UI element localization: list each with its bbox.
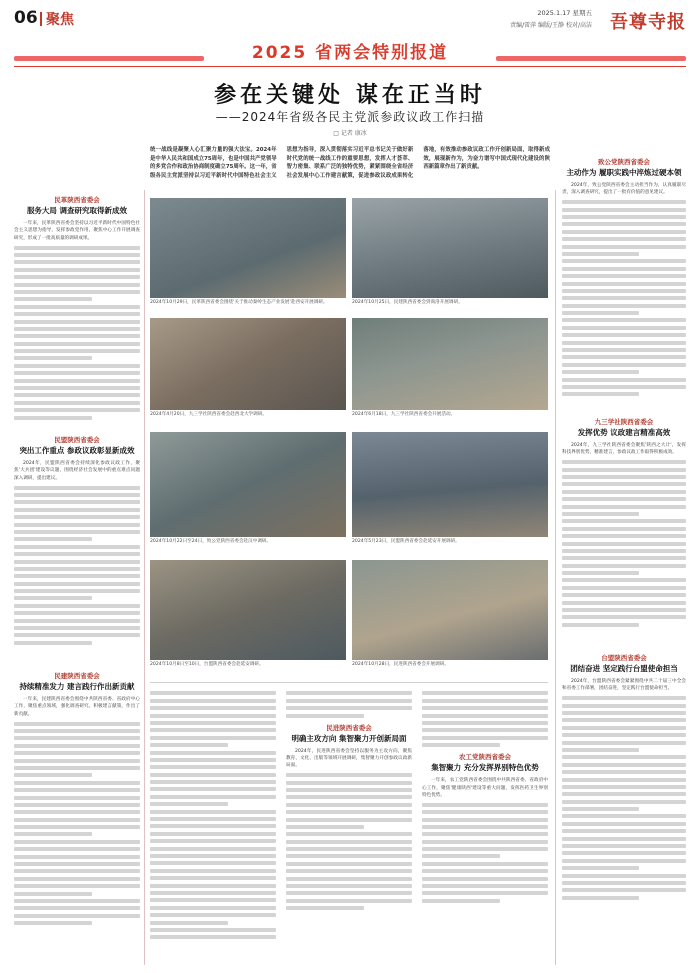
- section-jiusan: [562, 418, 686, 630]
- section-zhigong: [562, 158, 686, 400]
- text-line: [562, 363, 686, 367]
- text-line: [286, 899, 412, 903]
- text-line: [14, 305, 140, 309]
- text-line: [14, 493, 140, 497]
- text-line: [14, 560, 140, 564]
- text-line: [14, 759, 140, 763]
- text-line: [562, 259, 686, 263]
- text-line: [422, 818, 548, 822]
- text-line: [286, 884, 412, 888]
- article-paragraph: 一年来，民建陕西省委会围绕中共陕西省委、省政府中心工作，聚焦重点领域，强化调查研究，积极建言献策，作出了新贡献。: [14, 697, 140, 717]
- text-line: [562, 512, 639, 516]
- text-line: [422, 869, 548, 873]
- text-line: [14, 788, 140, 792]
- photo-caption: 2024年4月20日，九三学社陕西省委会赴西北大学调研。: [150, 412, 267, 417]
- article-paragraph: 一年来，农工党陕西省委会围绕中共陕西省委、省政府中心工作，聚焦'健康陕西'建设等重大问题，发挥医药卫生界别特色优势。: [422, 778, 548, 798]
- text-line: [14, 877, 140, 881]
- text-line: [14, 552, 140, 556]
- text-line: [150, 736, 276, 740]
- text-line: [14, 327, 140, 331]
- news-photo: [150, 432, 346, 537]
- text-line: [562, 778, 686, 782]
- text-line: [150, 817, 276, 821]
- page-separator: [40, 12, 42, 26]
- text-line: [562, 267, 686, 271]
- intro-paragraph: 统一战线是凝聚人心汇聚力量的强大法宝。2024年是中华人民共和国成立75周年，也是中国共产党领导的多党合作和政治协商制度确立75周年。这一年，省级各民主党派坚持以习近平新时代中国特色社会主义思想为指导，深入贯彻落实习近平总书记关于做好新时代党的统一战线工作的重要思想，发挥人才荟萃、智力密集、联系广泛的独特优势，紧紧围绕全省经济社会发展中心工作建言献策，促进参政议政成果转化落地，有效推动参政议政工作开创新局面，取得新成效，展现新作为，为奋力谱写中国式现代化建设的陕西新篇章作出了新贡献。: [150, 147, 550, 179]
- text-line: [562, 468, 686, 472]
- text-line: [150, 869, 276, 873]
- section-title: 集智聚力 充分发挥界别特色优势: [431, 763, 539, 773]
- text-line: [422, 891, 548, 895]
- text-line: [14, 349, 140, 353]
- text-line: [562, 230, 686, 234]
- text-line: [14, 619, 140, 623]
- text-line: [422, 899, 500, 903]
- text-line: [150, 891, 276, 895]
- section-minmeng: [14, 436, 140, 648]
- text-line: [562, 792, 686, 796]
- text-line: [14, 515, 140, 519]
- text-line: [562, 601, 686, 605]
- special-report-banner: 2025 省两会特别报道: [251, 43, 449, 63]
- article-paragraph: 2024年，致公党陕西省委会主动担当作为，认真履职尽责，深入调查研究，提出了一批有价值的意见建议。: [562, 183, 686, 196]
- text-line: [562, 252, 639, 256]
- text-line: [14, 744, 140, 748]
- text-line: [562, 296, 686, 300]
- section-title: 明确主攻方向 集智聚力开创新局面: [291, 733, 407, 743]
- text-line: [150, 780, 276, 784]
- text-line: [562, 704, 686, 708]
- text-line: [14, 297, 92, 301]
- text-line: [14, 796, 140, 800]
- news-photo: [352, 198, 548, 298]
- text-line: [14, 604, 140, 608]
- section-title: 服务大局 调查研究取得新成效: [26, 206, 128, 215]
- text-line: [286, 869, 412, 873]
- text-line: [14, 596, 92, 600]
- photo-caption: 2024年10月28日，民进陕西省委会开展调研。: [352, 662, 449, 667]
- text-line: [562, 215, 686, 219]
- text-line: [150, 913, 276, 917]
- photo-caption: 2024年5月23日，民盟陕西省委会赴延安开展调研。: [352, 539, 460, 544]
- section-title: 持续精准发力 建言践行作出新贡献: [19, 682, 135, 691]
- text-line: [562, 859, 686, 863]
- text-line: [562, 378, 686, 382]
- text-line: [562, 800, 686, 804]
- issue-date: 2025.1.17 星期五: [537, 9, 592, 17]
- text-line: [422, 832, 548, 836]
- text-line: [14, 386, 140, 390]
- text-line: [150, 714, 276, 718]
- text-line: [286, 906, 364, 910]
- text-line: [562, 385, 686, 389]
- text-line: [150, 810, 276, 814]
- text-line: [286, 862, 412, 866]
- text-line: [562, 237, 686, 241]
- text-line: [14, 574, 140, 578]
- text-line: [14, 268, 140, 272]
- text-line: [562, 844, 686, 848]
- text-line: [14, 246, 140, 250]
- text-line: [562, 770, 686, 774]
- text-line: [286, 847, 412, 851]
- text-line: [14, 633, 140, 637]
- text-line: [14, 290, 140, 294]
- text-line: [562, 460, 686, 464]
- news-photo: [150, 560, 346, 660]
- text-line: [150, 898, 276, 902]
- text-line: [14, 869, 140, 873]
- photo-caption: 2024年10月8日至10日，台盟陕西省委会赴延安调研。: [150, 662, 264, 667]
- text-line: [562, 355, 686, 359]
- text-line: [562, 822, 686, 826]
- text-line: [562, 564, 686, 568]
- text-line: [14, 729, 140, 733]
- text-line: [562, 556, 686, 560]
- text-line: [562, 341, 686, 345]
- photo-caption: 2024年6月18日，九三学社陕西省委会开展活动。: [352, 412, 456, 417]
- text-line: [14, 751, 140, 755]
- photo-caption: 2024年10月22日至24日，致公党陕西省委会赴汉中调研。: [150, 539, 272, 544]
- text-line: [14, 500, 140, 504]
- text-line: [14, 401, 140, 405]
- text-line: [422, 706, 548, 710]
- text-line: [14, 803, 140, 807]
- news-photo: [352, 318, 548, 410]
- text-line: [150, 787, 276, 791]
- text-line: [14, 832, 92, 836]
- text-line: [14, 810, 140, 814]
- section-minjian: [14, 672, 140, 929]
- text-line: [562, 392, 639, 396]
- masthead: [0, 0, 700, 70]
- text-line: [422, 728, 548, 732]
- text-line: [14, 334, 140, 338]
- text-line: [562, 785, 686, 789]
- text-line: [562, 726, 686, 730]
- article-paragraph: 一年来，民革陕西省委会坚持以习近平新时代中国特色社会主义思想为指导，发挥参政党作用，聚焦中心工作开展调查研究，形成了一批高质量的调研成果。: [14, 221, 140, 241]
- text-line: [562, 888, 686, 892]
- newspaper-logo: 吾尊寺报: [610, 12, 686, 33]
- text-line: [286, 818, 412, 822]
- text-line: [150, 699, 276, 703]
- section-kicker: 民建陕西省委会: [54, 672, 100, 680]
- text-line: [562, 763, 686, 767]
- text-line: [562, 527, 686, 531]
- text-line: [562, 200, 686, 204]
- text-line: [14, 486, 140, 490]
- text-line: [150, 773, 276, 777]
- text-line: [562, 497, 686, 501]
- header-rule: [14, 66, 686, 67]
- text-line: [14, 416, 92, 420]
- text-line: [286, 803, 412, 807]
- text-line: [562, 245, 686, 249]
- text-line: [14, 899, 140, 903]
- text-line: [286, 795, 412, 799]
- section-minge: [14, 196, 140, 423]
- article-paragraph: 2024年，九三学社陕西省委会聚焦'陕西之大计'，发挥科技界别优势，精准建言，参政议政工作取得积极成效。: [562, 443, 686, 456]
- text-line: [14, 818, 140, 822]
- text-line: [286, 781, 412, 785]
- text-line: [562, 534, 686, 538]
- text-line: [14, 320, 140, 324]
- byline: □ 记者 康冰: [333, 130, 367, 137]
- text-line: [562, 304, 686, 308]
- text-line: [14, 371, 140, 375]
- text-line: [562, 814, 686, 818]
- text-line: [150, 751, 276, 755]
- news-photo: [352, 560, 548, 660]
- section-title: 团结奋进 坚定践行台盟使命担当: [570, 664, 678, 673]
- text-line: [150, 935, 276, 939]
- text-line: [562, 696, 686, 700]
- section-kicker: 民盟陕西省委会: [54, 436, 100, 444]
- text-line: [562, 615, 686, 619]
- text-line: [422, 877, 548, 881]
- text-line: [150, 854, 276, 858]
- article-paragraph: 2024年，民盟陕西省委会持续深化参政议政工作，聚焦'大兵团'建设等议题，围绕经济社会发展中的重点难点问题深入调研，提出建议。: [14, 461, 140, 481]
- text-line: [14, 722, 140, 726]
- page-number: 06: [14, 8, 38, 28]
- column-rule: [555, 190, 556, 965]
- text-line: [422, 862, 548, 866]
- text-line: [562, 333, 686, 337]
- text-line: [562, 482, 686, 486]
- text-line: [14, 283, 140, 287]
- text-line: [562, 881, 686, 885]
- text-line: [286, 825, 364, 829]
- text-line: [286, 854, 412, 858]
- text-line: [150, 802, 228, 806]
- text-line: [286, 788, 412, 792]
- text-line: [562, 519, 686, 523]
- text-line: [150, 861, 276, 865]
- text-line: [150, 839, 276, 843]
- text-line: [14, 847, 140, 851]
- text-line: [422, 847, 548, 851]
- text-line: [562, 549, 686, 553]
- text-line: [150, 758, 276, 762]
- article-paragraph: 2024年，民进陕西省委会坚持以服务为主攻方向，聚焦教育、文化、出版等领域开展调研，集智聚力开创参政议政新局面。: [286, 748, 412, 769]
- section-kicker: 民进陕西省委会: [326, 723, 372, 732]
- text-line: [14, 260, 140, 264]
- text-line: [562, 578, 686, 582]
- text-line: [562, 829, 686, 833]
- text-line: [150, 921, 228, 925]
- text-line: [562, 274, 686, 278]
- text-line: [562, 505, 686, 509]
- text-line: [286, 832, 412, 836]
- text-line: [562, 837, 686, 841]
- text-line: [562, 318, 686, 322]
- text-line: [14, 855, 140, 859]
- text-line: [286, 810, 412, 814]
- text-line: [562, 370, 639, 374]
- section-kicker: 九三学社陕西省委会: [594, 418, 654, 426]
- text-line: [14, 582, 140, 586]
- text-line: [562, 851, 686, 855]
- text-line: [562, 586, 686, 590]
- text-line: [14, 537, 92, 541]
- text-line: [562, 741, 686, 745]
- photo-caption: 2024年10月29日，民革陕西省委会围绕'关于推动秦岭生态产业发展'赴西安开展调研。: [150, 300, 328, 305]
- section-title: 发挥优势 议政建言精准高效: [577, 428, 671, 437]
- text-line: [422, 810, 548, 814]
- text-line: [562, 222, 686, 226]
- text-line: [562, 326, 686, 330]
- text-line: [14, 921, 92, 925]
- text-line: [14, 275, 140, 279]
- text-line: [14, 253, 140, 257]
- text-line: [562, 490, 686, 494]
- text-line: [150, 847, 276, 851]
- text-line: [14, 766, 140, 770]
- text-line: [14, 781, 140, 785]
- photo-caption: 2024年10月25日，民建陕西省委会到商洛开展调研。: [352, 300, 463, 305]
- text-line: [14, 884, 140, 888]
- text-line: [14, 545, 140, 549]
- text-line: [14, 408, 140, 412]
- text-line: [562, 542, 686, 546]
- text-line: [14, 508, 140, 512]
- text-line: [562, 289, 686, 293]
- section-title: 突出工作重点 参政议政彰显新成效: [19, 446, 135, 455]
- text-line: [14, 914, 140, 918]
- text-line: [562, 348, 686, 352]
- text-line: [14, 342, 140, 346]
- section-kicker: 台盟陕西省委会: [601, 654, 647, 662]
- news-photo: [150, 318, 346, 410]
- text-line: [150, 728, 276, 732]
- editor-credits: 责编/雷萍 编版/王静 校对/高洁: [510, 22, 592, 29]
- news-photo: [150, 198, 346, 298]
- text-line: [562, 896, 639, 900]
- section-nonggong: [422, 688, 548, 906]
- section-title: 主动作为 履职实践中淬炼过硬本领: [566, 168, 682, 177]
- text-line: [14, 906, 140, 910]
- text-line: [14, 589, 140, 593]
- text-line: [14, 356, 92, 360]
- text-line: [14, 611, 140, 615]
- section-tag: 聚焦: [46, 12, 74, 28]
- text-line: [422, 721, 548, 725]
- news-photo: [352, 432, 548, 537]
- text-line: [562, 608, 686, 612]
- text-line: [422, 854, 500, 858]
- text-line: [422, 743, 500, 747]
- text-line: [14, 312, 140, 316]
- text-line: [150, 824, 276, 828]
- text-line: [562, 571, 639, 575]
- text-line: [422, 699, 548, 703]
- text-line: [14, 825, 140, 829]
- text-line: [14, 736, 140, 740]
- article-paragraph: 2024年，台盟陕西省委会紧紧围绕中共二十届三中全会和省委工作部署，团结奋进，坚定践行台盟使命担当。: [562, 679, 686, 692]
- text-line: [562, 748, 639, 752]
- text-line: [150, 765, 276, 769]
- text-line: [150, 832, 276, 836]
- text-line: [150, 876, 276, 880]
- section-kicker: 致公党陕西省委会: [598, 158, 650, 166]
- text-line: [14, 773, 92, 777]
- text-line: [286, 691, 412, 695]
- text-line: [562, 733, 686, 737]
- text-line: [150, 721, 276, 725]
- text-line: [562, 718, 686, 722]
- text-line: [286, 699, 412, 703]
- text-line: [14, 393, 140, 397]
- text-line: [14, 567, 140, 571]
- text-line: [562, 311, 639, 315]
- text-line: [286, 714, 364, 718]
- text-line: [150, 795, 276, 799]
- text-line: [14, 840, 140, 844]
- text-line: [14, 530, 140, 534]
- text-line: [562, 282, 686, 286]
- section-kicker: 农工党陕西省委会: [459, 753, 511, 762]
- text-line: [14, 892, 92, 896]
- text-line: [14, 641, 92, 645]
- text-line: [14, 364, 140, 368]
- text-column: [150, 688, 276, 943]
- column-rule: [144, 190, 145, 965]
- text-line: [562, 807, 639, 811]
- text-line: [422, 691, 548, 695]
- text-line: [286, 773, 412, 777]
- text-line: [14, 379, 140, 383]
- text-line: [562, 755, 686, 759]
- text-line: [150, 706, 276, 710]
- text-line: [422, 714, 548, 718]
- page-subheadline: ——2024年省级各民主党派参政议政工作扫描: [215, 110, 485, 124]
- text-line: [286, 891, 412, 895]
- text-line: [562, 711, 686, 715]
- text-line: [422, 736, 548, 740]
- text-line: [562, 208, 686, 212]
- text-line: [14, 523, 140, 527]
- text-line: [286, 840, 412, 844]
- text-line: [562, 866, 639, 870]
- text-line: [562, 874, 686, 878]
- text-line: [562, 475, 686, 479]
- text-line: [422, 825, 548, 829]
- text-line: [150, 906, 276, 910]
- text-line: [150, 928, 276, 932]
- text-line: [14, 862, 140, 866]
- page-headline: 参在关键处 谋在正当时: [214, 82, 486, 108]
- text-line: [14, 626, 140, 630]
- text-line: [150, 884, 276, 888]
- text-line: [422, 840, 548, 844]
- text-line: [150, 691, 276, 695]
- text-line: [286, 877, 412, 881]
- text-line: [150, 743, 228, 747]
- text-line: [422, 884, 548, 888]
- section-divider: [150, 682, 548, 683]
- text-line: [562, 623, 639, 627]
- text-line: [422, 803, 548, 807]
- section-minjin: [286, 688, 412, 914]
- text-line: [562, 593, 686, 597]
- section-kicker: 民革陕西省委会: [54, 196, 100, 204]
- section-taimeng: [562, 654, 686, 903]
- text-line: [286, 706, 412, 710]
